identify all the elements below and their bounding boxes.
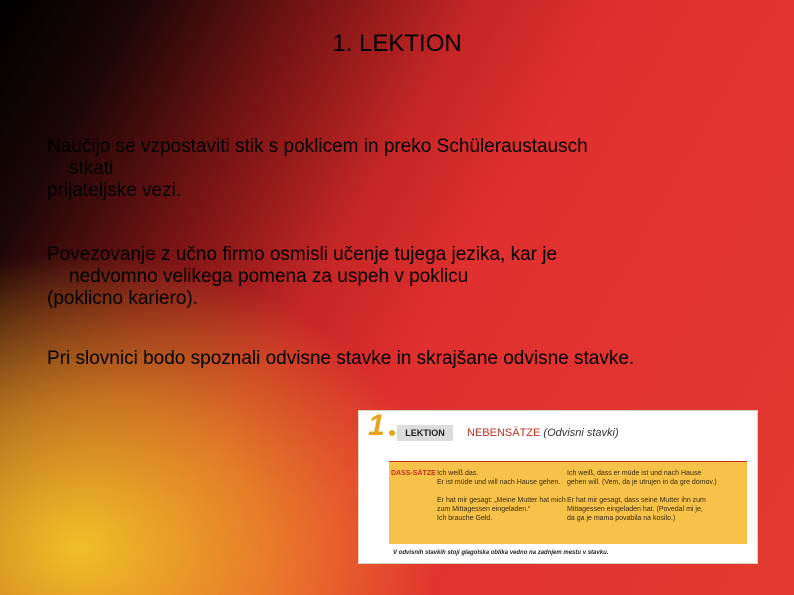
slide-title: 1. LEKTION — [332, 30, 462, 57]
paragraph-line: prijateljske vezi. — [47, 180, 182, 201]
paragraph-company — [47, 244, 767, 310]
example-line: zum Mittagessen eingeladen.“ — [437, 506, 531, 513]
heading-translation: (Odvisni stavki) — [543, 427, 619, 439]
combined-examples — [567, 469, 742, 523]
lesson-dot-icon — [389, 430, 395, 436]
example-line: gehen will. (Vem, da je utrujen in da gre domov.) — [567, 479, 717, 486]
paragraph-line: nedvomno velikega pomena za uspeh v poklicu — [69, 266, 469, 287]
lesson-number: 1 — [368, 409, 385, 442]
heading-text: NEBENSÄTZE — [467, 427, 541, 439]
paragraph-contact — [47, 136, 767, 202]
example-line: Er hat mir gesagt: „Meine Mutter hat mich — [437, 497, 566, 504]
lesson-label: LEKTION — [397, 425, 453, 441]
german-examples — [437, 469, 567, 523]
example-line: Er ist müde und will nach Hause gehen. — [437, 479, 561, 486]
example-line: Ich brauche Geld. — [437, 515, 493, 522]
example-line: da ga je mama povabila na kosilo.) — [567, 515, 676, 522]
example-line: Mittagessen eingeladen hat. (Povedal mi je, — [567, 506, 703, 513]
paragraph-line: Naučijo se vzpostaviti stik s poklicem in preko Schüleraustausch — [47, 136, 588, 157]
grammar-footnote: V odvisnih stavkih stoji glagolska oblika vedno na zadnjem mestu v stavku. — [393, 550, 609, 556]
paragraph-line: stkati — [69, 158, 114, 179]
grammar-heading — [467, 427, 619, 439]
example-line: Er hat mir gesagt, dass seine Mutter ihn zum — [567, 497, 706, 504]
paragraph-line: Pri slovnici bodo spoznali odvisne stavke in skrajšane odvisne stavke. — [47, 348, 635, 369]
example-line: Ich weiß das. — [437, 470, 479, 477]
paragraph-line: Povezovanje z učno firmo osmisli učenje tujega jezika, kar je — [47, 244, 558, 265]
paragraph-line: (poklicno kariero). — [47, 288, 198, 309]
example-line: Ich weiß, dass er müde ist und nach Hause — [567, 470, 702, 477]
dass-saetze-label: DASS-SÄTZE — [391, 470, 436, 477]
textbook-excerpt-image — [358, 410, 758, 564]
paragraph-grammar — [47, 348, 767, 370]
